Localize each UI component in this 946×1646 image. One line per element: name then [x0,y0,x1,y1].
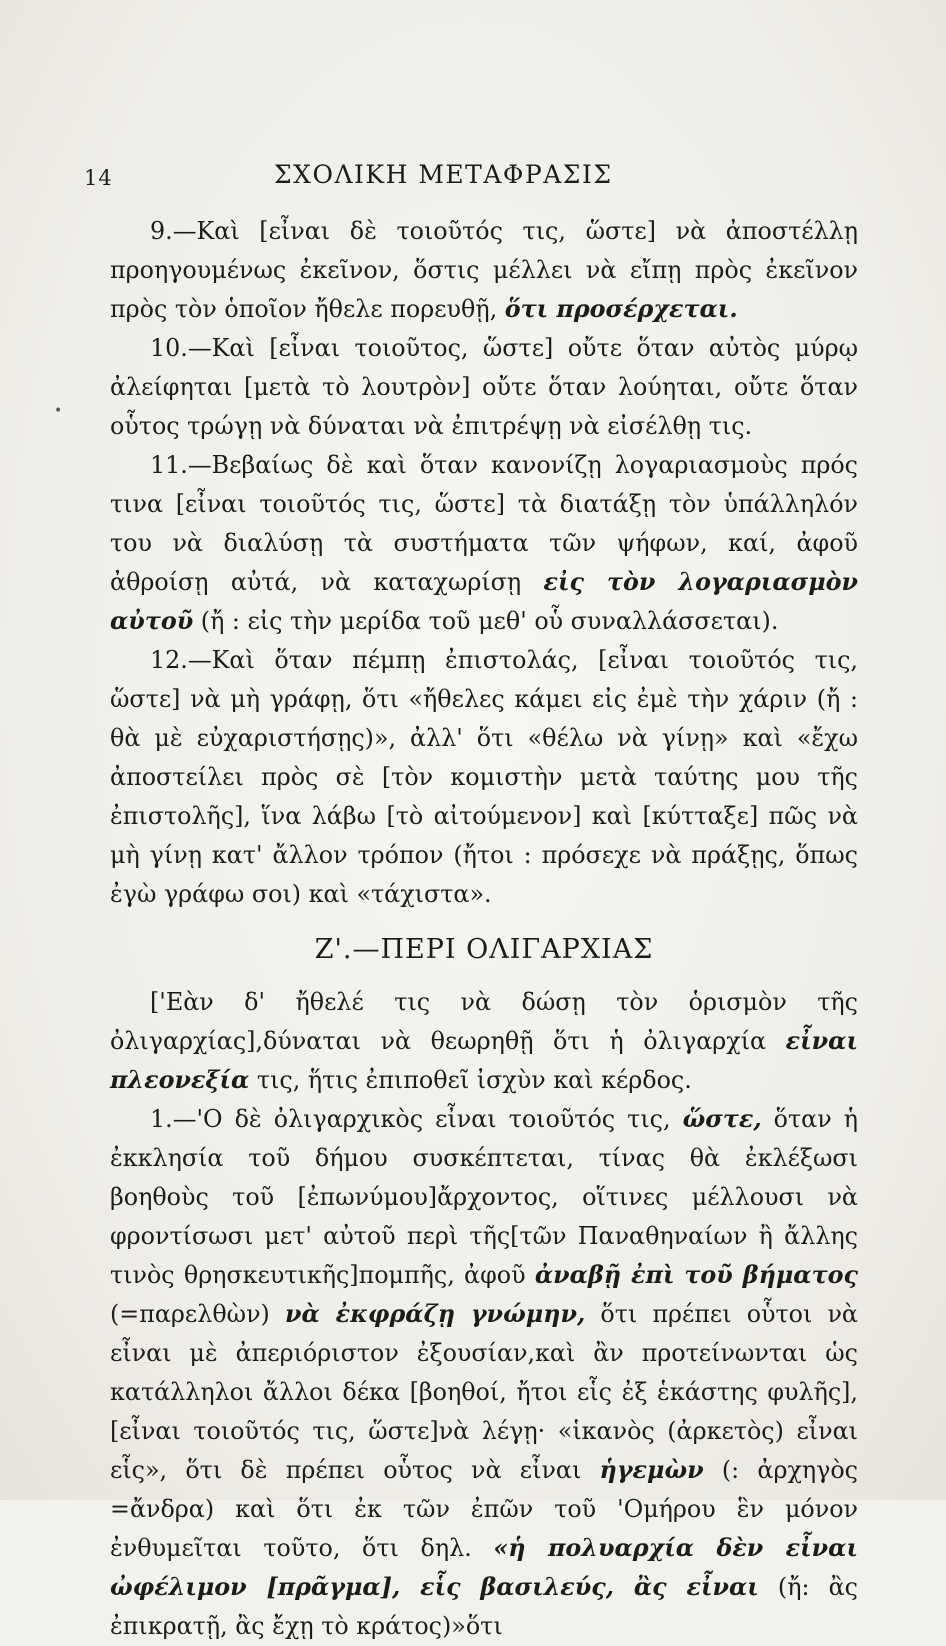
page-number: 14 [84,166,113,190]
paragraph-12 [110,641,858,914]
paragraph-10-text: 10.—Καὶ [εἶναι τοιοῦτος, ὥστε] οὔτε ὅταν αὐτὸς μύρῳ ἀλείφηται [μετὰ τὸ λουτρὸν] οὔτε ὅταν λούηται, οὔτε ὅταν οὗτος τρώγῃ νὰ δύναται νὰ ἐπιτρέψῃ νὰ εἰσέλθῃ τις. [110,334,858,440]
paragraph-11-emphasis: εἰς τὸν λογαριασμὸν αὐτοῦ [110,568,858,635]
paragraph-11-text-a: 11.—Βεβαίως δὲ καὶ ὅταν κανονίζῃ λογαριασμοὺς πρός τινα [εἶναι τοιοῦτός τις, ὥστε] τὰ διατάξῃ τὸν ὑπάλληλόν του νὰ διαλύσῃ τὰ συστήματα τῶν ψήφων, καί, ἀφοῦ ἀθροίσῃ αὐτά, νὰ καταχωρίσῃ [110,451,858,596]
paragraph-9-text: 9.—Καὶ [εἶναι δὲ τοιοῦτός τις, ὥστε] νὰ ἀποστέλλῃ προηγουμένως ἐκεῖνον, ὅστις μέλλει νὰ εἴπῃ πρὸς ἐκεῖνον πρὸς τὸν ὁποῖον ἤθελε πορευθῇ, [110,217,858,323]
paragraph-1-text-e: (: ἀρχηγὸς =ἄνδρα) καὶ ὅτι ἐκ τῶν ἐπῶν τοῦ 'Ομήρου ἓν μόνον ἐνθυμεῖται τοῦτο, ὅτι δηλ. [110,1456,858,1562]
paragraph-1-text-b: ὅταν ἡ ἐκκλησία τοῦ δήμου συσκέπτεται, τίνας θὰ ἐκλέξωσι βοηθοὺς τοῦ [ἐπωνύμου]ἄρχοντος, οἵτινες μέλλουσι νὰ φροντίσωσι μετ' αὐτοῦ περὶ τῆς[τῶν Παναθηναίων ἢ ἄλλης τινὸς θρησκευτικῆς]πομπῆς, ἀφοῦ [110,1105,859,1289]
paragraph-1-emphasis-1: ὥστε, [682,1105,762,1133]
intro-text-a: ['Εὰν δ' ἤθελέ τις νὰ δώσῃ τὸν ὁρισμὸν τῆς ὀλιγαρχίας],δύναται νὰ θεωρηθῇ ὅτι ἡ ὀλιγαρχία [110,988,858,1055]
intro-emphasis: εἶναι πλεονεξία [110,1027,858,1094]
paragraph-1-emphasis-2: ἀναβῇ ἐπὶ τοῦ βήματος [534,1261,858,1289]
paragraph-1-emphasis-5: «ἡ πολυαρχία δὲν εἶναι ὠφέλιμον [πρᾶγμα], εἷς βασιλεύς, ἂς εἶναι [110,1534,859,1601]
paragraph-1 [110,1100,858,1646]
paragraph-1-text-d: ὅτι πρέπει οὗτοι νὰ εἶναι μὲ ἀπεριόριστον ἐξουσίαν,καὶ ἂν προτείνωνται ὡς κατάλληλοι ἄλλοι δέκα [βοηθοί, ἤτοι εἷς ἐξ ἑκάστης φυλῆς],[εἶναι τοιοῦτός τις, ὥστε]νὰ λέγῃ· «ἱκανὸς (ἀρκετὸς) εἶναι εἷς», ὅτι δὲ πρέπει οὗτος νὰ εἶναι [110,1300,858,1484]
paragraph-10 [110,329,858,446]
margin-mark: • [54,403,63,419]
paragraph-1-text-c: (=παρελθὼν) [110,1300,285,1328]
intro-text-b: τις, ἥτις ἐπιποθεῖ ἰσχὺν καὶ κέρδος. [249,1066,692,1094]
running-head: ΣΧΟΛΙΚΗ ΜΕΤΑΦΡΑΣΙΣ [274,160,613,189]
paragraph-1-text-a: 1.—'Ο δὲ ὀλιγαρχικὸς εἶναι τοιοῦτός τις, [150,1105,683,1133]
paragraph-11 [110,446,858,641]
paragraph-9-emphasis: ὅτι προσέρχεται. [504,295,738,323]
paragraph-1-text-f: (ἤ: ἂς ἐπικρατῇ, ἂς ἔχῃ τὸ κράτος)»ὅτι [110,1573,858,1640]
paragraph-11-text-b: (ἤ : εἰς τὴν μερίδα τοῦ μεθ' οὗ συναλλάσσεται). [193,607,779,635]
paragraph-9 [110,212,858,329]
paragraph-1-emphasis-4: ἡγεμὼν [599,1456,704,1484]
page-header [84,160,856,200]
section-heading: Ζ'.—ΠΕΡΙ ΟΛΙΓΑΡΧΙΑΣ [314,934,654,965]
paragraph-1-emphasis-3: νὰ ἐκφράζῃ γνώμην, [284,1300,586,1328]
body-text [110,212,858,1646]
paragraph-intro [110,983,858,1100]
paragraph-12-text: 12.—Καὶ ὅταν πέμπῃ ἐπιστολάς, [εἶναι τοιοῦτός τις, ὥστε] νὰ μὴ γράφῃ, ὅτι «ἤθελες κάμει εἰς ἐμὲ τὴν χάριν (ἤ : θὰ μὲ εὐχαριστήσῃς)», ἀλλ' ὅτι «θέλω νὰ γίνῃ» καὶ «ἔχω ἀποστείλει πρὸς σὲ [τὸν κομιστὴν μετὰ ταύτης μου τῆς ἐπιστολῆς], ἵνα λάβω [τὸ αἰτούμενον] καὶ [κύτταξε] πῶς νὰ μὴ γίνῃ κατ' ἄλλον τρόπον (ἤτοι : πρόσεχε νὰ πράξῃς, ὅπως ἐγὼ γράφω σοι) καὶ «τάχιστα». [110,646,858,908]
